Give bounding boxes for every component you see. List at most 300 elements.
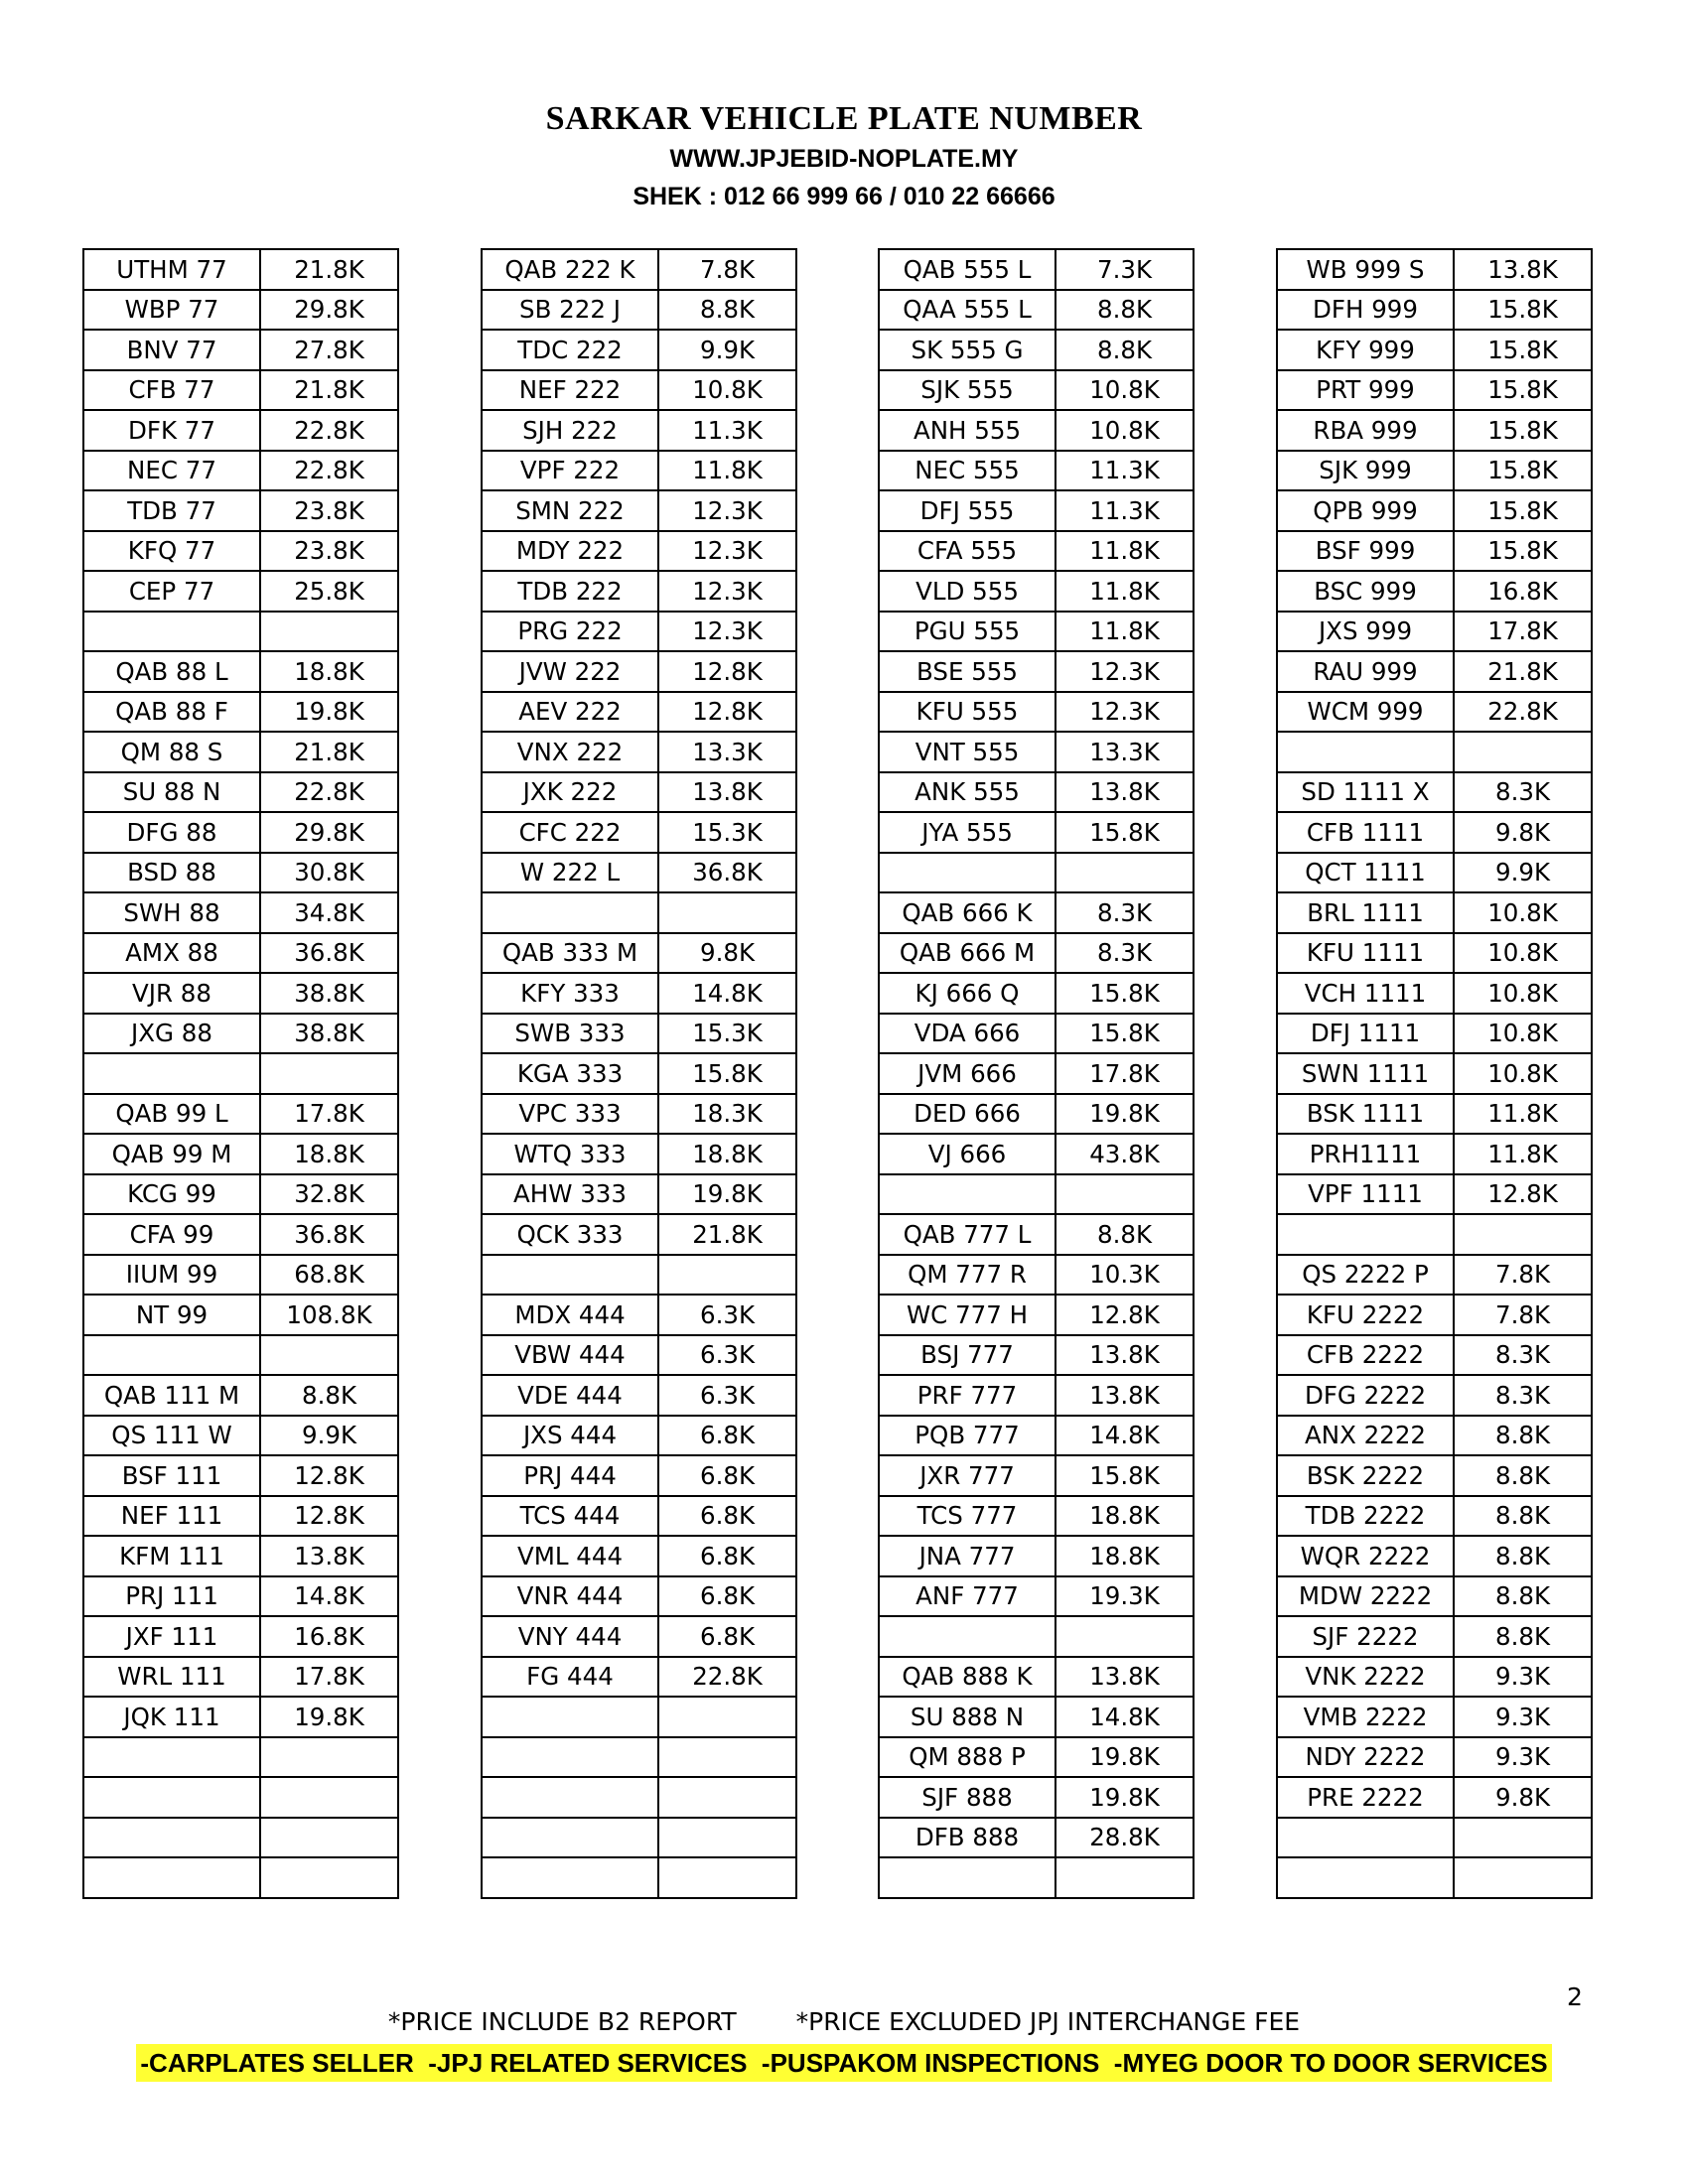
plate-number-cell: QAB 666 M: [879, 933, 1055, 974]
price-cell: 12.8K: [260, 1496, 398, 1537]
price-cell: [260, 1737, 398, 1778]
table-row: [83, 290, 398, 331]
plate-number-cell: PRT 999: [1277, 370, 1454, 411]
table-row: [1277, 732, 1592, 772]
price-cell: [1055, 1616, 1194, 1657]
price-cell: 15.8K: [1454, 490, 1592, 531]
price-cell: 11.8K: [1454, 1134, 1592, 1174]
table-row: [83, 1174, 398, 1215]
price-cell: 19.8K: [1055, 1094, 1194, 1135]
plate-number-cell: DFG 88: [83, 812, 260, 853]
price-cell: [1055, 1174, 1194, 1215]
table-row: [482, 370, 796, 411]
table-row: [879, 410, 1194, 451]
table-row: [1277, 892, 1592, 933]
table-row: [482, 1496, 796, 1537]
price-cell: 15.8K: [1055, 812, 1194, 853]
table-row: [482, 1737, 796, 1778]
price-cell: 9.8K: [658, 933, 796, 974]
plate-number-cell: TDC 222: [482, 330, 658, 370]
price-cell: 13.8K: [1055, 1657, 1194, 1698]
plate-number-cell: CFA 555: [879, 531, 1055, 572]
plate-number-cell: VNR 444: [482, 1576, 658, 1617]
plate-number-cell: SWH 88: [83, 892, 260, 933]
plate-number-cell: PRG 222: [482, 612, 658, 652]
price-cell: [1454, 732, 1592, 772]
services-text: -CARPLATES SELLER -JPJ RELATED SERVICES -PUSPAKOM INSPECTIONS -MYEG DOOR TO DOOR SERVICES: [136, 2044, 1551, 2082]
plate-number-cell: SJF 888: [879, 1777, 1055, 1818]
price-cell: [658, 1818, 796, 1858]
price-cell: 18.8K: [1055, 1536, 1194, 1576]
price-cell: 16.8K: [260, 1616, 398, 1657]
plate-number-cell: SWN 1111: [1277, 1053, 1454, 1094]
table-row: [1277, 1737, 1592, 1778]
plate-number-cell: ANH 555: [879, 410, 1055, 451]
page-number: 2: [1567, 1982, 1583, 2011]
price-cell: 32.8K: [260, 1174, 398, 1215]
table-row: [1277, 1496, 1592, 1537]
table-row: [482, 933, 796, 974]
price-cell: 8.8K: [1055, 290, 1194, 331]
price-cell: 11.3K: [1055, 490, 1194, 531]
price-cell: 34.8K: [260, 892, 398, 933]
plate-number-cell: VDE 444: [482, 1375, 658, 1416]
plate-number-cell: IIUM 99: [83, 1255, 260, 1296]
plate-number-cell: QM 888 P: [879, 1737, 1055, 1778]
price-cell: 8.8K: [1454, 1416, 1592, 1456]
table-row: [1277, 1335, 1592, 1376]
plate-number-cell: SJK 555: [879, 370, 1055, 411]
plate-number-cell: DFJ 555: [879, 490, 1055, 531]
table-row: [1277, 1295, 1592, 1335]
table-row: [879, 1576, 1194, 1617]
table-row: [1277, 853, 1592, 893]
plate-number-cell: QAB 99 M: [83, 1134, 260, 1174]
plate-table-2: [481, 248, 797, 1899]
price-note-jpj: *PRICE EXCLUDED JPJ INTERCHANGE FEE: [795, 2007, 1301, 2036]
price-cell: 11.3K: [1055, 451, 1194, 491]
table-row: [1277, 1818, 1592, 1858]
price-cell: 6.8K: [658, 1576, 796, 1617]
plate-number-cell: UTHM 77: [83, 249, 260, 290]
table-row: [482, 812, 796, 853]
plate-number-cell: SJH 222: [482, 410, 658, 451]
plate-number-cell: QM 88 S: [83, 732, 260, 772]
price-cell: 9.3K: [1454, 1737, 1592, 1778]
plate-number-cell: [482, 1777, 658, 1818]
price-cell: 21.8K: [260, 249, 398, 290]
plate-number-cell: BSF 111: [83, 1455, 260, 1496]
plate-number-cell: KCG 99: [83, 1174, 260, 1215]
table-row: [879, 290, 1194, 331]
price-cell: 10.3K: [1055, 1255, 1194, 1296]
plate-number-cell: KFY 999: [1277, 330, 1454, 370]
table-row: [1277, 1857, 1592, 1898]
table-row: [879, 1818, 1194, 1858]
plate-number-cell: [83, 1053, 260, 1094]
price-cell: [260, 1857, 398, 1898]
price-cell: 18.8K: [1055, 1496, 1194, 1537]
table-row: [482, 1657, 796, 1698]
price-cell: 13.8K: [1454, 249, 1592, 290]
price-cell: 23.8K: [260, 490, 398, 531]
price-cell: 21.8K: [260, 732, 398, 772]
plate-number-cell: JXR 777: [879, 1455, 1055, 1496]
table-row: [1277, 692, 1592, 733]
price-cell: 17.8K: [260, 1657, 398, 1698]
table-row: [482, 892, 796, 933]
plate-number-cell: VNY 444: [482, 1616, 658, 1657]
price-cell: 8.3K: [1055, 892, 1194, 933]
price-cell: 19.8K: [260, 1697, 398, 1737]
price-cell: 19.8K: [1055, 1777, 1194, 1818]
table-row: [482, 330, 796, 370]
price-cell: [1454, 1857, 1592, 1898]
plate-number-cell: AEV 222: [482, 692, 658, 733]
plate-number-cell: QM 777 R: [879, 1255, 1055, 1296]
table-row: [482, 1536, 796, 1576]
table-row: [482, 1777, 796, 1818]
table-row: [1277, 531, 1592, 572]
price-cell: 8.8K: [1055, 330, 1194, 370]
price-cell: 12.3K: [1055, 692, 1194, 733]
price-cell: 10.8K: [1055, 410, 1194, 451]
table-row: [482, 973, 796, 1014]
price-cell: 11.3K: [658, 410, 796, 451]
plate-number-cell: WQR 2222: [1277, 1536, 1454, 1576]
table-row: [83, 1496, 398, 1537]
plate-number-cell: [1277, 1857, 1454, 1898]
table-row: [482, 1134, 796, 1174]
plate-number-cell: JXK 222: [482, 772, 658, 813]
price-cell: 14.8K: [1055, 1697, 1194, 1737]
plate-number-cell: VNK 2222: [1277, 1657, 1454, 1698]
table-row: [879, 531, 1194, 572]
price-cell: 68.8K: [260, 1255, 398, 1296]
table-row: [482, 1576, 796, 1617]
price-cell: 12.8K: [260, 1455, 398, 1496]
price-cell: [658, 892, 796, 933]
plate-number-cell: CFB 1111: [1277, 812, 1454, 853]
plate-number-cell: PGU 555: [879, 612, 1055, 652]
table-row: [482, 1416, 796, 1456]
price-cell: 9.3K: [1454, 1657, 1592, 1698]
plate-number-cell: NEF 222: [482, 370, 658, 411]
table-row: [879, 1455, 1194, 1496]
table-row: [1277, 1416, 1592, 1456]
plate-number-cell: PRJ 111: [83, 1576, 260, 1617]
price-cell: 108.8K: [260, 1295, 398, 1335]
table-row: [1277, 933, 1592, 974]
table-row: [83, 892, 398, 933]
table-row: [482, 692, 796, 733]
plate-number-cell: QCK 333: [482, 1214, 658, 1255]
plate-number-cell: PQB 777: [879, 1416, 1055, 1456]
plate-number-cell: RAU 999: [1277, 651, 1454, 692]
plate-number-cell: QAB 111 M: [83, 1375, 260, 1416]
plate-number-cell: BRL 1111: [1277, 892, 1454, 933]
plate-number-cell: [1277, 1818, 1454, 1858]
table-row: [83, 1576, 398, 1617]
price-cell: 29.8K: [260, 290, 398, 331]
plate-number-cell: NDY 2222: [1277, 1737, 1454, 1778]
table-row: [879, 973, 1194, 1014]
price-cell: 6.8K: [658, 1616, 796, 1657]
plate-number-cell: BSJ 777: [879, 1335, 1055, 1376]
table-row: [83, 370, 398, 411]
price-cell: 10.8K: [1454, 892, 1592, 933]
table-row: [83, 410, 398, 451]
table-row: [83, 1697, 398, 1737]
plate-number-cell: MDY 222: [482, 531, 658, 572]
plate-number-cell: QS 111 W: [83, 1416, 260, 1456]
plate-number-cell: [83, 1857, 260, 1898]
price-cell: 15.3K: [658, 1014, 796, 1054]
table-row: [83, 1214, 398, 1255]
table-row: [1277, 1777, 1592, 1818]
table-row: [879, 1214, 1194, 1255]
table-row: [482, 1455, 796, 1496]
services-banner: [0, 2044, 1688, 2082]
plate-number-cell: VPC 333: [482, 1094, 658, 1135]
table-row: [482, 732, 796, 772]
plate-number-cell: JXS 444: [482, 1416, 658, 1456]
plate-number-cell: VNT 555: [879, 732, 1055, 772]
table-row: [83, 1657, 398, 1698]
plate-number-cell: PRJ 444: [482, 1455, 658, 1496]
plate-number-cell: DED 666: [879, 1094, 1055, 1135]
table-row: [879, 1496, 1194, 1537]
price-cell: 18.8K: [658, 1134, 796, 1174]
table-row: [879, 1657, 1194, 1698]
table-row: [482, 1174, 796, 1215]
plate-number-cell: TCS 444: [482, 1496, 658, 1537]
table-row: [83, 531, 398, 572]
plate-number-cell: [83, 1335, 260, 1376]
plate-number-cell: TDB 222: [482, 571, 658, 612]
plate-number-cell: NEF 111: [83, 1496, 260, 1537]
price-cell: 6.3K: [658, 1295, 796, 1335]
table-row: [83, 1295, 398, 1335]
table-row: [1277, 973, 1592, 1014]
price-cell: 8.3K: [1454, 1335, 1592, 1376]
table-row: [879, 1737, 1194, 1778]
table-row: [83, 973, 398, 1014]
price-cell: 13.8K: [658, 772, 796, 813]
table-row: [879, 451, 1194, 491]
plate-number-cell: BSK 2222: [1277, 1455, 1454, 1496]
plate-number-cell: ANF 777: [879, 1576, 1055, 1617]
table-row: [83, 933, 398, 974]
price-cell: 30.8K: [260, 853, 398, 893]
price-cell: 8.3K: [1454, 772, 1592, 813]
table-row: [1277, 330, 1592, 370]
price-cell: [260, 612, 398, 652]
plate-number-cell: JYA 555: [879, 812, 1055, 853]
price-cell: 36.8K: [260, 1214, 398, 1255]
page-title: SARKAR VEHICLE PLATE NUMBER: [545, 100, 1143, 137]
price-cell: 9.9K: [260, 1416, 398, 1456]
price-cell: [658, 1255, 796, 1296]
price-cell: 15.8K: [1454, 290, 1592, 331]
table-row: [482, 1616, 796, 1657]
price-cell: [1454, 1214, 1592, 1255]
price-cell: 8.3K: [1055, 933, 1194, 974]
price-cell: 19.8K: [658, 1174, 796, 1215]
price-cell: 15.8K: [1055, 973, 1194, 1014]
price-cell: 11.8K: [1055, 531, 1194, 572]
price-cell: 9.8K: [1454, 1777, 1592, 1818]
price-cell: [658, 1737, 796, 1778]
plate-number-cell: KGA 333: [482, 1053, 658, 1094]
table-row: [1277, 1616, 1592, 1657]
price-cell: 8.8K: [1454, 1496, 1592, 1537]
plate-number-cell: JXG 88: [83, 1014, 260, 1054]
plate-number-cell: PRH1111: [1277, 1134, 1454, 1174]
table-row: [1277, 1174, 1592, 1215]
price-cell: 11.8K: [1454, 1094, 1592, 1135]
plate-number-cell: KFM 111: [83, 1536, 260, 1576]
table-row: [1277, 370, 1592, 411]
table-row: [482, 651, 796, 692]
price-cell: [260, 1818, 398, 1858]
plate-number-cell: DFH 999: [1277, 290, 1454, 331]
table-row: [879, 692, 1194, 733]
price-cell: 15.8K: [1454, 410, 1592, 451]
price-cell: 16.8K: [1454, 571, 1592, 612]
table-row: [879, 1335, 1194, 1376]
table-row: [83, 1094, 398, 1135]
plate-number-cell: FG 444: [482, 1657, 658, 1698]
price-cell: 8.8K: [1454, 1576, 1592, 1617]
price-cell: [1055, 853, 1194, 893]
price-cell: 8.3K: [1454, 1375, 1592, 1416]
plate-number-cell: AHW 333: [482, 1174, 658, 1215]
plate-number-cell: TCS 777: [879, 1496, 1055, 1537]
plate-number-cell: KFU 1111: [1277, 933, 1454, 974]
plate-number-cell: QAB 333 M: [482, 933, 658, 974]
price-cell: [1055, 1857, 1194, 1898]
plate-number-cell: [879, 853, 1055, 893]
table-row: [83, 1375, 398, 1416]
table-row: [879, 651, 1194, 692]
price-cell: 15.8K: [1055, 1455, 1194, 1496]
plate-table-1: [82, 248, 399, 1899]
table-row: [83, 330, 398, 370]
plate-number-cell: VPF 222: [482, 451, 658, 491]
table-row: [83, 1455, 398, 1496]
price-cell: 13.3K: [1055, 732, 1194, 772]
price-cell: 10.8K: [1454, 1053, 1592, 1094]
price-cell: 15.8K: [1454, 531, 1592, 572]
table-row: [83, 1014, 398, 1054]
price-cell: 8.8K: [1454, 1616, 1592, 1657]
price-cell: 22.8K: [658, 1657, 796, 1698]
plate-number-cell: DFK 77: [83, 410, 260, 451]
table-row: [482, 612, 796, 652]
price-cell: 13.8K: [1055, 1375, 1194, 1416]
price-cell: 17.8K: [1454, 612, 1592, 652]
table-row: [83, 451, 398, 491]
table-row: [1277, 290, 1592, 331]
plate-number-cell: [482, 1255, 658, 1296]
price-cell: 13.3K: [658, 732, 796, 772]
table-row: [83, 612, 398, 652]
table-row: [482, 1335, 796, 1376]
table-row: [879, 892, 1194, 933]
table-row: [1277, 571, 1592, 612]
table-row: [1277, 249, 1592, 290]
plate-number-cell: QAB 666 K: [879, 892, 1055, 933]
table-row: [83, 1053, 398, 1094]
table-row: [83, 1255, 398, 1296]
plate-number-cell: MDX 444: [482, 1295, 658, 1335]
price-cell: 18.8K: [260, 1134, 398, 1174]
table-row: [1277, 1094, 1592, 1135]
table-row: [1277, 1014, 1592, 1054]
price-cell: 22.8K: [1454, 692, 1592, 733]
table-row: [482, 1375, 796, 1416]
price-cell: 6.8K: [658, 1496, 796, 1537]
plate-table-4: [1276, 248, 1593, 1899]
table-row: [1277, 1053, 1592, 1094]
contact-text: SHEK : 012 66 999 66 / 010 22 66666: [633, 183, 1055, 210]
table-row: [83, 692, 398, 733]
plate-number-cell: NEC 555: [879, 451, 1055, 491]
table-row: [1277, 772, 1592, 813]
plate-number-cell: [1277, 732, 1454, 772]
table-row: [1277, 1576, 1592, 1617]
price-notes: [0, 2007, 1688, 2036]
table-row: [83, 1335, 398, 1376]
table-row: [879, 1375, 1194, 1416]
price-cell: 8.8K: [1055, 1214, 1194, 1255]
table-row: [1277, 651, 1592, 692]
table-row: [83, 1857, 398, 1898]
table-row: [482, 1857, 796, 1898]
table-row: [879, 1295, 1194, 1335]
price-cell: 12.3K: [658, 490, 796, 531]
table-row: [83, 853, 398, 893]
plate-number-cell: QAB 555 L: [879, 249, 1055, 290]
plate-number-cell: DFB 888: [879, 1818, 1055, 1858]
plate-number-cell: JXS 999: [1277, 612, 1454, 652]
table-row: [879, 1777, 1194, 1818]
plate-number-cell: [482, 1737, 658, 1778]
table-row: [1277, 1455, 1592, 1496]
plate-number-cell: KFU 2222: [1277, 1295, 1454, 1335]
table-row: [1277, 410, 1592, 451]
table-row: [1277, 612, 1592, 652]
price-cell: 14.8K: [1055, 1416, 1194, 1456]
table-row: [879, 772, 1194, 813]
table-row: [879, 1134, 1194, 1174]
table-row: [879, 933, 1194, 974]
table-row: [482, 1697, 796, 1737]
table-row: [83, 1416, 398, 1456]
price-cell: 28.8K: [1055, 1818, 1194, 1858]
price-cell: 15.8K: [1454, 370, 1592, 411]
price-cell: 6.8K: [658, 1455, 796, 1496]
price-cell: 15.8K: [1454, 330, 1592, 370]
table-row: [1277, 490, 1592, 531]
table-row: [83, 1818, 398, 1858]
table-row: [482, 1818, 796, 1858]
price-cell: 13.8K: [260, 1536, 398, 1576]
plate-number-cell: W 222 L: [482, 853, 658, 893]
table-row: [482, 451, 796, 491]
table-row: [83, 1134, 398, 1174]
